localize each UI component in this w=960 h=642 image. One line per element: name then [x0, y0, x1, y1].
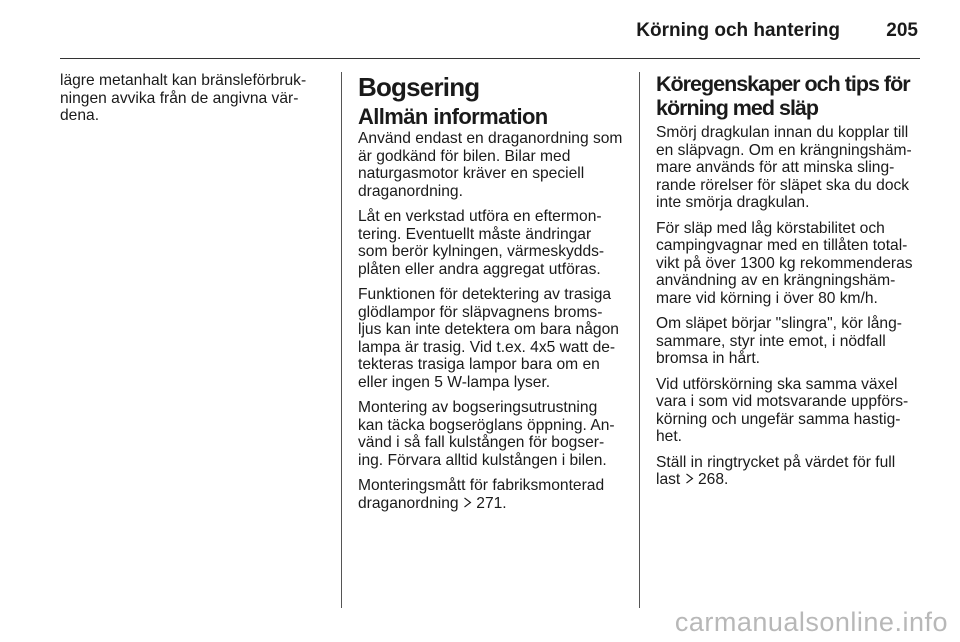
section-heading: Bogsering	[358, 72, 480, 102]
watermark: carmanualsonline.info	[674, 607, 948, 637]
paragraph: För släp med låg körstabilitet och campingvagnar med en tillåten total-vikt på över 1300 kg rekommenderas användning av en krängningshäm-mare vid körning i över 80 km/h.	[656, 219, 913, 307]
column-left	[60, 72, 328, 133]
page-header	[60, 18, 920, 46]
cross-reference-icon	[685, 471, 694, 489]
cross-reference-link[interactable]: 268.	[697, 471, 729, 488]
subsection-heading: Allmän information	[358, 104, 548, 129]
paragraph: Funktionen för detektering av trasiga glödlampor för släpvagnens broms-ljus kan inte detektera om bara någon lampa är trasig. Vid t.ex. 4x5 watt de-tekteras trasiga lampor bara om en eller ingen 5 W-lampa lyser.	[358, 286, 619, 391]
paragraph: Om släpet börjar "slingra", kör lång-sammare, styr inte emot, i nödfall bromsa in hårt.	[656, 315, 902, 367]
paragraph: Använd endast en draganordning som är godkänd för bilen. Bilar med naturgasmotor kräver en speciell draganordning.	[358, 130, 623, 200]
section-heading: Köregenskaper och tips för körning med släp	[656, 72, 910, 120]
paragraph-text: Ställ in ringtrycket på värdet för full last	[656, 453, 896, 488]
column-divider	[341, 72, 342, 608]
column-right	[656, 72, 922, 497]
paragraph	[656, 454, 922, 489]
cross-reference-link[interactable]: 271.	[476, 494, 507, 512]
cross-reference-icon	[463, 495, 472, 513]
paragraph: Smörj dragkulan innan du kopplar till en släpvagn. Om en krängningshäm-mare används för att minska sling-rande rörelser för släpet ska du dock inte smörja dragkulan.	[656, 124, 912, 211]
paragraph: Vid utförskörning ska samma växel vara i som vid motsvarande uppförs-körning och ungefär samma hastig-het.	[656, 375, 909, 445]
page-number: 205	[886, 20, 918, 41]
paragraph: Montering av bogseringsutrustning kan täcka bogseröglans öppning. An-vänd i så fall kulstången för bogser-ing. Förvara alltid kulstången i bilen.	[358, 399, 615, 469]
header-title: Körning och hantering	[636, 20, 840, 41]
paragraph	[358, 477, 624, 512]
paragraph-text: Monteringsmått för fabriksmonterad draganordning	[358, 477, 605, 512]
column-divider	[639, 72, 640, 608]
paragraph: Låt en verkstad utföra en eftermon-tering. Eventuellt måste ändringar som berör kylningen, värmeskydds-plåten eller andra aggregat utföras.	[358, 208, 605, 278]
column-middle	[358, 72, 624, 520]
header-rule	[60, 58, 920, 59]
paragraph: lägre metanhalt kan bränsleförbruk-ningen avvika från de angivna vär-dena.	[60, 72, 307, 124]
